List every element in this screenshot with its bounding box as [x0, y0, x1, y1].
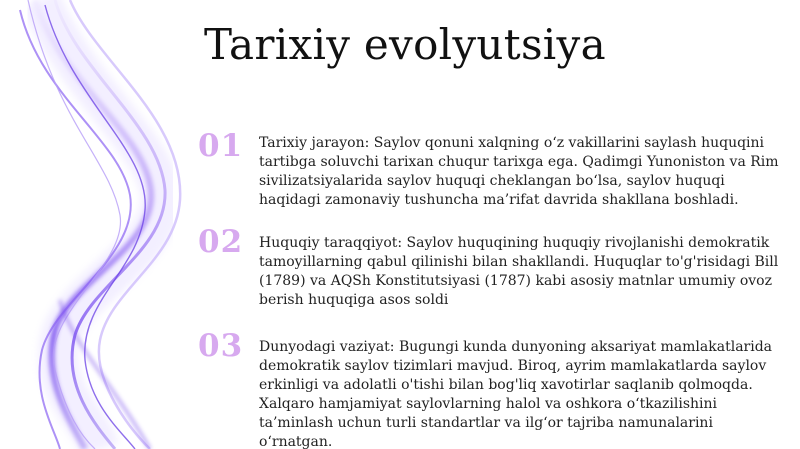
- item-number: 03: [198, 328, 244, 364]
- slide-title: Tarixiy evolyutsiya: [204, 20, 606, 69]
- item-text: Dunyodagi vaziyat: Bugungi kunda dunyoning aksariyat mamlakatlarida demokratik saylov tizimlari mavjud. Biroq, ayrim mamlakatlarda saylov erkinligi va adolatli o'tishi bilan bog'liq xavotirlar saqlanib qolmoqda. Xalqaro hamjamiyat saylovlarning halol va oshkora o‘tkazilishini ta’minlash uchun turli standartlar va ilg‘or tajriba namunalarini o‘rnatgan.: [259, 339, 773, 449]
- item-text: Tarixiy jarayon: Saylov qonuni xalqning o‘z vakillarini saylash huquqini tartibga soluvchi tarixan chuqur tarixga ega. Qadimgi Yunoniston va Rim sivilizatsiyalarida saylov huquqi cheklangan bo‘lsa, saylov huquqi haqidagi zamonaviy tushuncha ma’rifat davrida shakllana boshladi.: [259, 135, 779, 208]
- item-text: Huquqiy taraqqiyot: Saylov huquqining huquqiy rivojlanishi demokratik tamoyillarning qabul qilinishi bilan shakllandi. Huquqlar to'g'risidagi Bill (1789) va AQSh Konstitutsiyasi (1787) kabi asosiy matnlar umumiy ovoz berish huquqiga asos soldi: [259, 235, 779, 308]
- purple-smoke-ribbon-decoration: [0, 0, 230, 449]
- item-number: 01: [198, 128, 244, 164]
- item-number: 02: [198, 224, 244, 260]
